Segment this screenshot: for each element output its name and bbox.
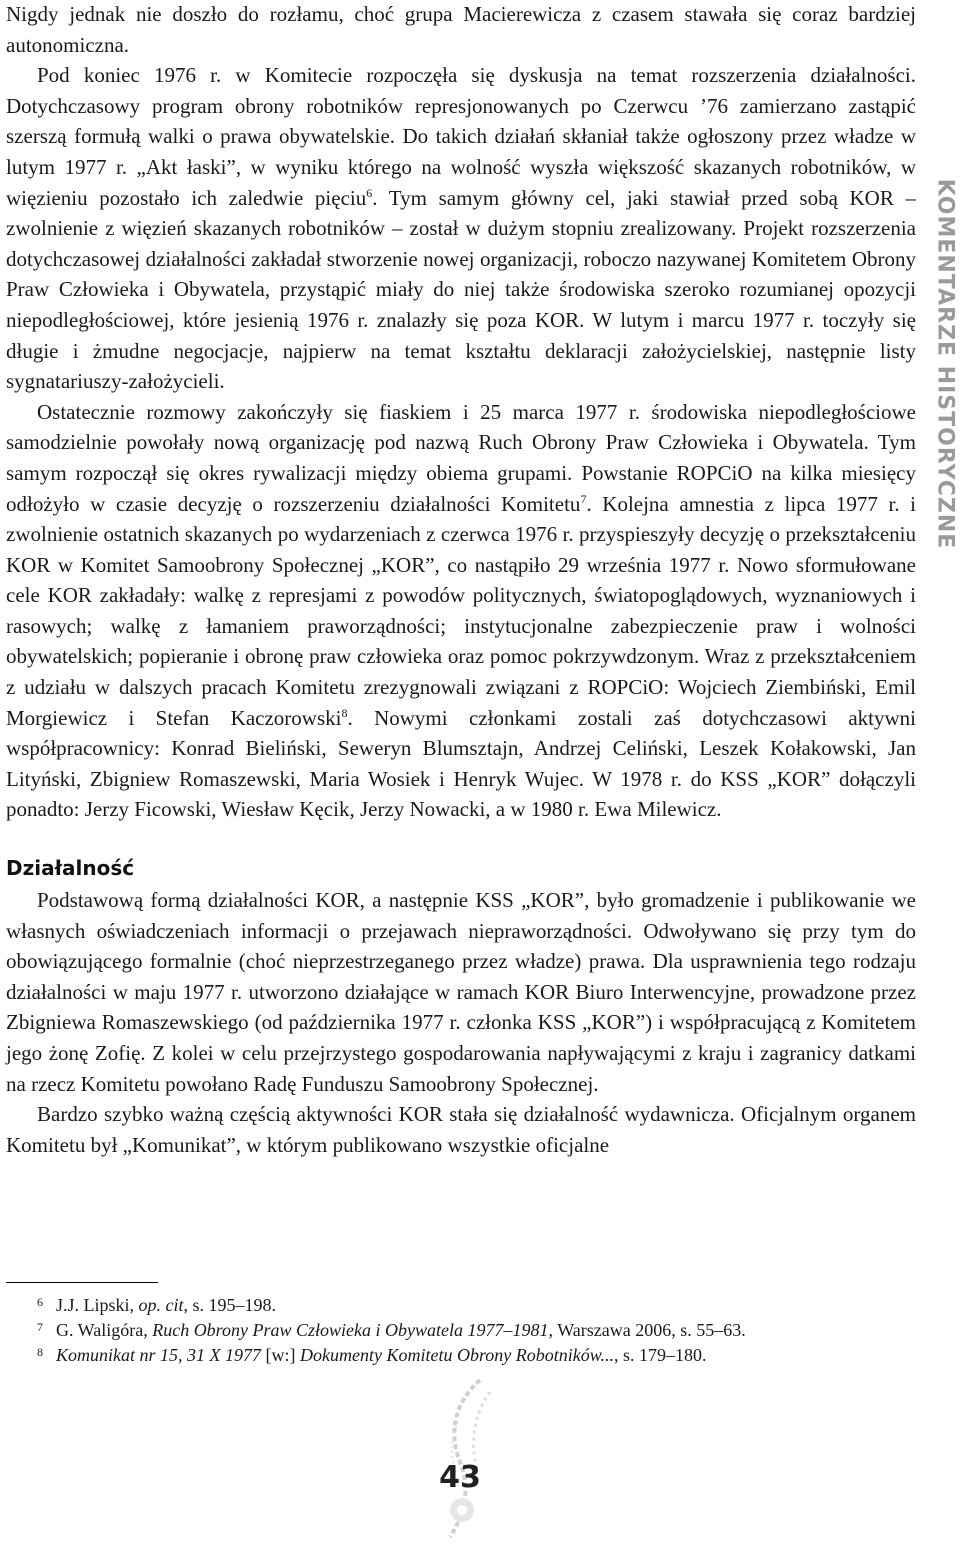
side-section-title: KOMENTARZE HISTORYCZNE xyxy=(932,178,958,550)
main-text-column xyxy=(6,0,916,1160)
footnote-ref-6: 6 xyxy=(366,185,373,200)
paragraph-1: Nigdy jednak nie doszło do rozłamu, choć grupa Macierewicza z czasem stawała się coraz bardziej autonomiczna. xyxy=(6,2,916,57)
footnote-8: 8 Komunikat nr 15, 31 X 1977 [w:] Dokumenty Komitetu Obrony Robotników..., s. 179–180. xyxy=(37,1345,707,1365)
section-paragraph-2: Bardzo szybko ważną częścią aktywności KOR stała się działalność wydawnicza. Oficjalnym organem Komitetu był „Komunikat”, w którym publikowano wszystkie oficjalne xyxy=(6,1102,916,1157)
footnotes xyxy=(6,1282,916,1368)
paragraph-3: Ostatecznie rozmowy zakończyły się fiaskiem i 25 marca 1977 r. środowiska niepodległościowe samodzielnie powołały nową organizację pod nazwą Ruch Obrony Praw Człowieka i Obywatela. Tym samym rozpoczął się okres rywalizacji między obiema grupami. Powstanie ROPCiO na kilka miesięcy odłożyło w czasie decyzję o rozszerzeniu działalności Komitetu$^7$. Kolejna amnestia z lipca 1977 r. i zwolnienie ostatnich skazanych po wydarzeniach z czerwca 1976 r. przyspieszyły decyzję o przekształceniu KOR w Komitet Samoobrony Społecznej „KOR”, co nastąpiło 29 września 1977 r. Nowo sformułowane cele KOR zakładały: walkę z represjami z powodów politycznych, światopoglądowych, wyznaniowych i rasowych; walkę z łamaniem praworządności; instytucjonalne zabezpieczenie praw i wolności obywatelskich; popieranie i obronę praw człowieka oraz pomoc pokrzywdzonym. Wraz z przekształceniem z udziału w dalszych pracach Komitetu zrezygnowali związani z ROPCiO: Wojciech Ziembiński, Emil Morgiewicz i Stefan Kaczorowski$^8$. Nowymi członkami zostali zaś dotychczasowi aktywni współpracownicy: Konrad Bieliński, Seweryn Blumsztajn, Andrzej Celiński, Leszek Kołakowski, Jan Lityński, Zbigniew Romaszewski, Maria Wosiek i Henryk Wujec. W 1978 r. do KSS „KOR” dołączyli ponadto: Jerzy Ficowski, Wiesław Kęcik, Jerzy Nowacki, a w 1980 r. Ewa Milewicz. xyxy=(6,399,917,822)
footnote-ref-7: 7 xyxy=(580,491,587,506)
footnote-divider xyxy=(6,1282,158,1283)
footnote-7: 7 G. Waligóra, Ruch Obrony Praw Człowieka i Obywatela 1977–1981, Warszawa 2006, s. 55–63. xyxy=(37,1320,746,1340)
page-number: 43 xyxy=(439,1460,481,1495)
section-heading: Działalność xyxy=(6,856,135,881)
section-paragraph-1: Podstawową formą działalności KOR, a następnie KSS „KOR”, było gromadzenie i publikowanie we własnych oświadczeniach informacji o przejawach niepraworządności. Odwoływano się przy tym do obowiązującego formalnie (choć nieprzestrzeganego przez władze) prawa. Dla usprawnienia tego rodzaju działalności w maju 1977 r. utworzono działające w ramach KOR Biuro Interwencyjne, prowadzone przez Zbigniewa Romaszewskiego (od października 1977 r. członka KSS „KOR”) i współpracującą z Komitetem jego żonę Zofię. Z kolei w celu przejrzystego gospodarowania napływającymi z kraju i zagranicy datkami na rzecz Komitetu powołano Radę Funduszu Samoobrony Społecznej. xyxy=(6,888,916,1096)
paragraph-2: Pod koniec 1976 r. w Komitecie rozpoczęła się dyskusja na temat rozszerzenia działalności. Dotychczasowy program obrony robotników represjonowanych po Czerwcu ’76 zamierzano zastąpić szerszą formułą walki o prawa obywatelskie. Do takich działań skłaniał także ogłoszony przez władze w lutym 1977 r. „Akt łaski”, w wyniku którego na wolność wyszła większość skazanych robotników, w więzieniu pozostało ich zaledwie pięciu$^6$. Tym samym główny cel, jaki stawiał przed sobą KOR – zwolnienie z więzień skazanych robotników – został w dużym stopniu zrealizowany. Projekt rozszerzenia dotychczasowej działalności zakładał stworzenie nowej organizacji, roboczo nazywanej Komitetem Obrony Praw Człowieka i Obywatela, przystąpić miały do niej także środowiska szeroko rozumianej opozycji niepodległościowej, które jesienią 1976 r. znalazły się poza KOR. W lutym i marcu 1977 r. toczyły się długie i żmudne negocjacje, najpierw na temat kształtu deklaracji założycielskiej, następnie listy sygnatariuszy-założycieli. xyxy=(6,63,916,394)
footnote-ref-8: 8 xyxy=(341,705,348,720)
footnote-6: 6 J.J. Lipski, op. cit, s. 195–198. xyxy=(37,1295,277,1315)
